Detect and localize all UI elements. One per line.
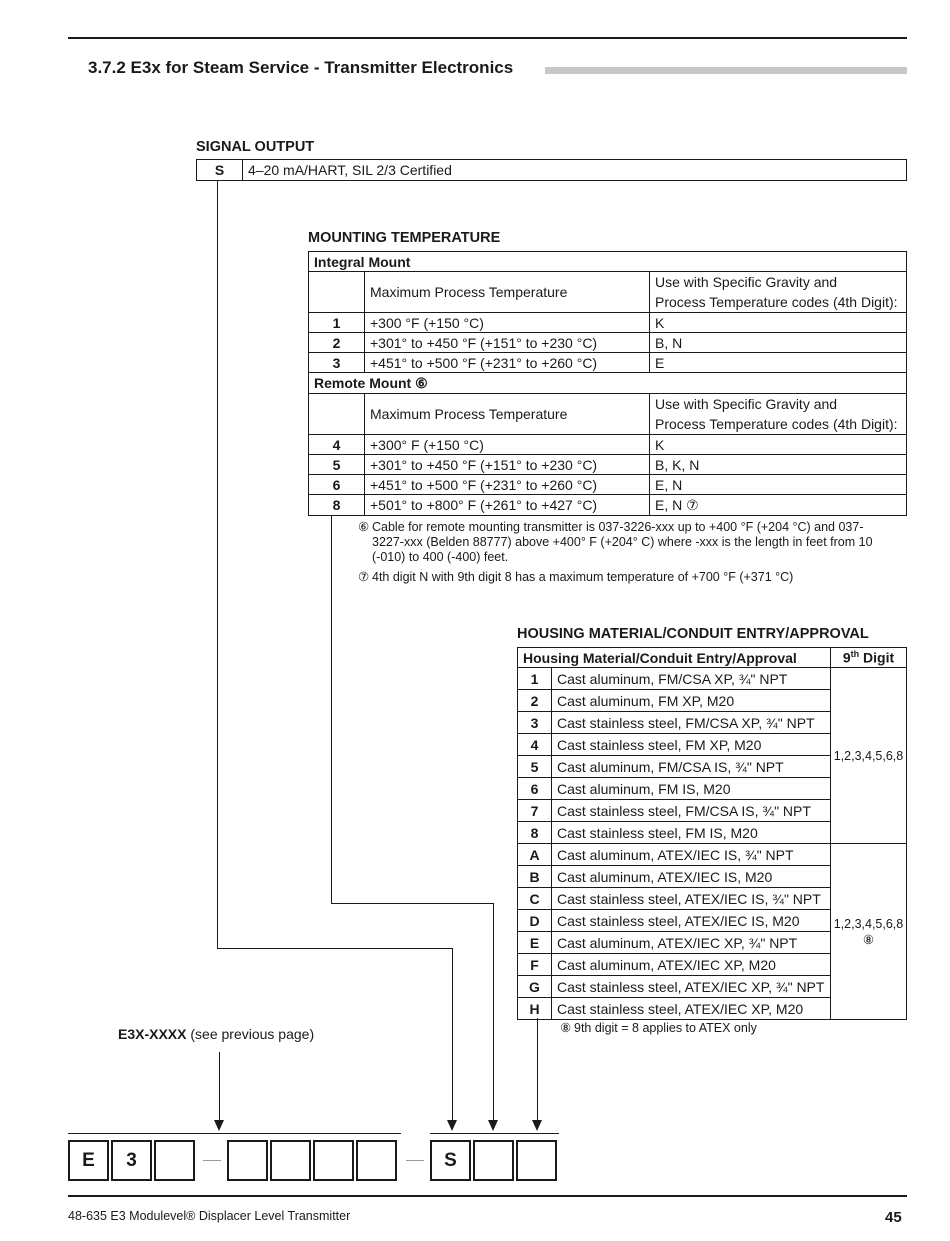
connector-mount-drop [493, 903, 494, 1125]
model-box-6 [313, 1140, 354, 1181]
integral-mount-label: Integral Mount [309, 252, 907, 272]
signal-output-table [196, 159, 907, 181]
page-number: 45 [885, 1209, 902, 1226]
model-dash-1 [203, 1160, 221, 1161]
note-8: ⑧ 9th digit = 8 applies to ATEX only [560, 1021, 757, 1035]
table-row: C Cast stainless steel, ATEX/IEC IS, ¾" NPT [518, 888, 907, 910]
table-row: 1 +300 °F (+150 °C) K [309, 313, 907, 333]
table-row: 8 +501° to +800° F (+261° to +427 °C) E, N ⑦ [309, 495, 907, 516]
connector-signal-horizontal [217, 948, 453, 949]
connector-mount-horizontal [331, 903, 494, 904]
table-row: F Cast aluminum, ATEX/IEC XP, M20 [518, 954, 907, 976]
table-row: 3 Cast stainless steel, FM/CSA XP, ¾" NPT [518, 712, 907, 734]
housing-table [517, 647, 907, 1020]
table-row: E Cast aluminum, ATEX/IEC XP, ¾" NPT [518, 932, 907, 954]
table-row: D Cast stainless steel, ATEX/IEC IS, M20 [518, 910, 907, 932]
table-row: H Cast stainless steel, ATEX/IEC XP, M20 [518, 998, 907, 1020]
housing-col-header: Housing Material/Conduit Entry/Approval [518, 648, 831, 668]
arrow-mount [488, 1120, 498, 1131]
table-row: 1 Cast aluminum, FM/CSA XP, ¾" NPT 1,2,3,4,5,6,8 [518, 668, 907, 690]
remote-mount-label: Remote Mount ⑥ [309, 373, 907, 394]
note-7: ⑦ 4th digit N with 9th digit 8 has a maximum temperature of +700 °F (+371 °C) [358, 570, 794, 584]
model-box-10 [516, 1140, 557, 1181]
model-box-9 [473, 1140, 514, 1181]
box-group1-overline [68, 1133, 401, 1134]
model-code-label: E3X-XXXX (see previous page) [118, 1026, 315, 1042]
mounting-notes [358, 520, 878, 585]
model-box-7 [356, 1140, 397, 1181]
temp-col-header: Maximum Process Temperature [365, 272, 650, 313]
model-box-8: S [430, 1140, 471, 1181]
footer-text: 48-635 E3 Modulevel® Displacer Level Transmitter [68, 1209, 351, 1223]
connector-mount-vertical [331, 516, 332, 904]
table-row: 7 Cast stainless steel, FM/CSA IS, ¾" NPT [518, 800, 907, 822]
note-6: ⑥ Cable for remote mounting transmitter is 037-3226-xxx up to +400 °F (+204 °C) and 037-3227-xxx (Belden 88777) above +400° F (+204° C) where -xxx is the length in feet from 10 (-010) to 400 (-400) feet. [358, 520, 873, 564]
table-row: 3 +451° to +500 °F (+231° to +260 °C) E [309, 353, 907, 373]
arrow-model [214, 1120, 224, 1131]
top-rule [68, 37, 907, 39]
arrow-housing [532, 1120, 542, 1131]
table-row: 4 Cast stainless steel, FM XP, M20 [518, 734, 907, 756]
arrow-signal [447, 1120, 457, 1131]
signal-code: S [197, 160, 243, 181]
model-box-3 [154, 1140, 195, 1181]
section-title: 3.7.2 E3x for Steam Service - Transmitter Electronics [88, 58, 514, 77]
table-row: 8 Cast stainless steel, FM IS, M20 [518, 822, 907, 844]
group2-digits: 1,2,3,4,5,6,8 ⑧ [831, 844, 907, 1020]
connector-signal-vertical [217, 181, 218, 949]
table-row: 4 +300° F (+150 °C) K [309, 435, 907, 455]
temp-col-header: Maximum Process Temperature [365, 394, 650, 435]
model-box-1: E [68, 1140, 109, 1181]
mounting-heading: MOUNTING TEMPERATURE [308, 230, 501, 246]
table-row: 2 Cast aluminum, FM XP, M20 [518, 690, 907, 712]
model-box-2: 3 [111, 1140, 152, 1181]
table-row: G Cast stainless steel, ATEX/IEC XP, ¾" NPT [518, 976, 907, 998]
table-row: 6 +451° to +500 °F (+231° to +260 °C) E, N [309, 475, 907, 495]
table-row: 5 +301° to +450 °F (+151° to +230 °C) B, K, N [309, 455, 907, 475]
connector-housing-vertical [537, 1018, 538, 1125]
table-row: A Cast aluminum, ATEX/IEC IS, ¾" NPT 1,2,3,4,5,6,8 ⑧ [518, 844, 907, 866]
housing-heading: HOUSING MATERIAL/CONDUIT ENTRY/APPROVAL [517, 626, 869, 642]
connector-signal-drop [452, 948, 453, 1125]
title-accent-bar [545, 67, 907, 74]
use-col-header: Use with Specific Gravity and Process Temperature codes (4th Digit): [650, 394, 907, 435]
table-row: B Cast aluminum, ATEX/IEC IS, M20 [518, 866, 907, 888]
model-box-4 [227, 1140, 268, 1181]
model-box-5 [270, 1140, 311, 1181]
connector-model-vertical [219, 1052, 220, 1125]
table-row: 5 Cast aluminum, FM/CSA IS, ¾" NPT [518, 756, 907, 778]
group1-digits: 1,2,3,4,5,6,8 [831, 668, 907, 844]
table-row: 6 Cast aluminum, FM IS, M20 [518, 778, 907, 800]
use-col-header: Use with Specific Gravity and Process Temperature codes (4th Digit): [650, 272, 907, 313]
footer-rule [68, 1195, 907, 1197]
box-group2-overline [430, 1133, 559, 1134]
signal-description: 4–20 mA/HART, SIL 2/3 Certified [243, 160, 907, 181]
mounting-table [308, 251, 907, 516]
digit-col-header: 9th Digit [831, 648, 907, 668]
table-row: 2 +301° to +450 °F (+151° to +230 °C) B, N [309, 333, 907, 353]
model-dash-2 [406, 1160, 424, 1161]
signal-output-heading: SIGNAL OUTPUT [196, 139, 315, 155]
